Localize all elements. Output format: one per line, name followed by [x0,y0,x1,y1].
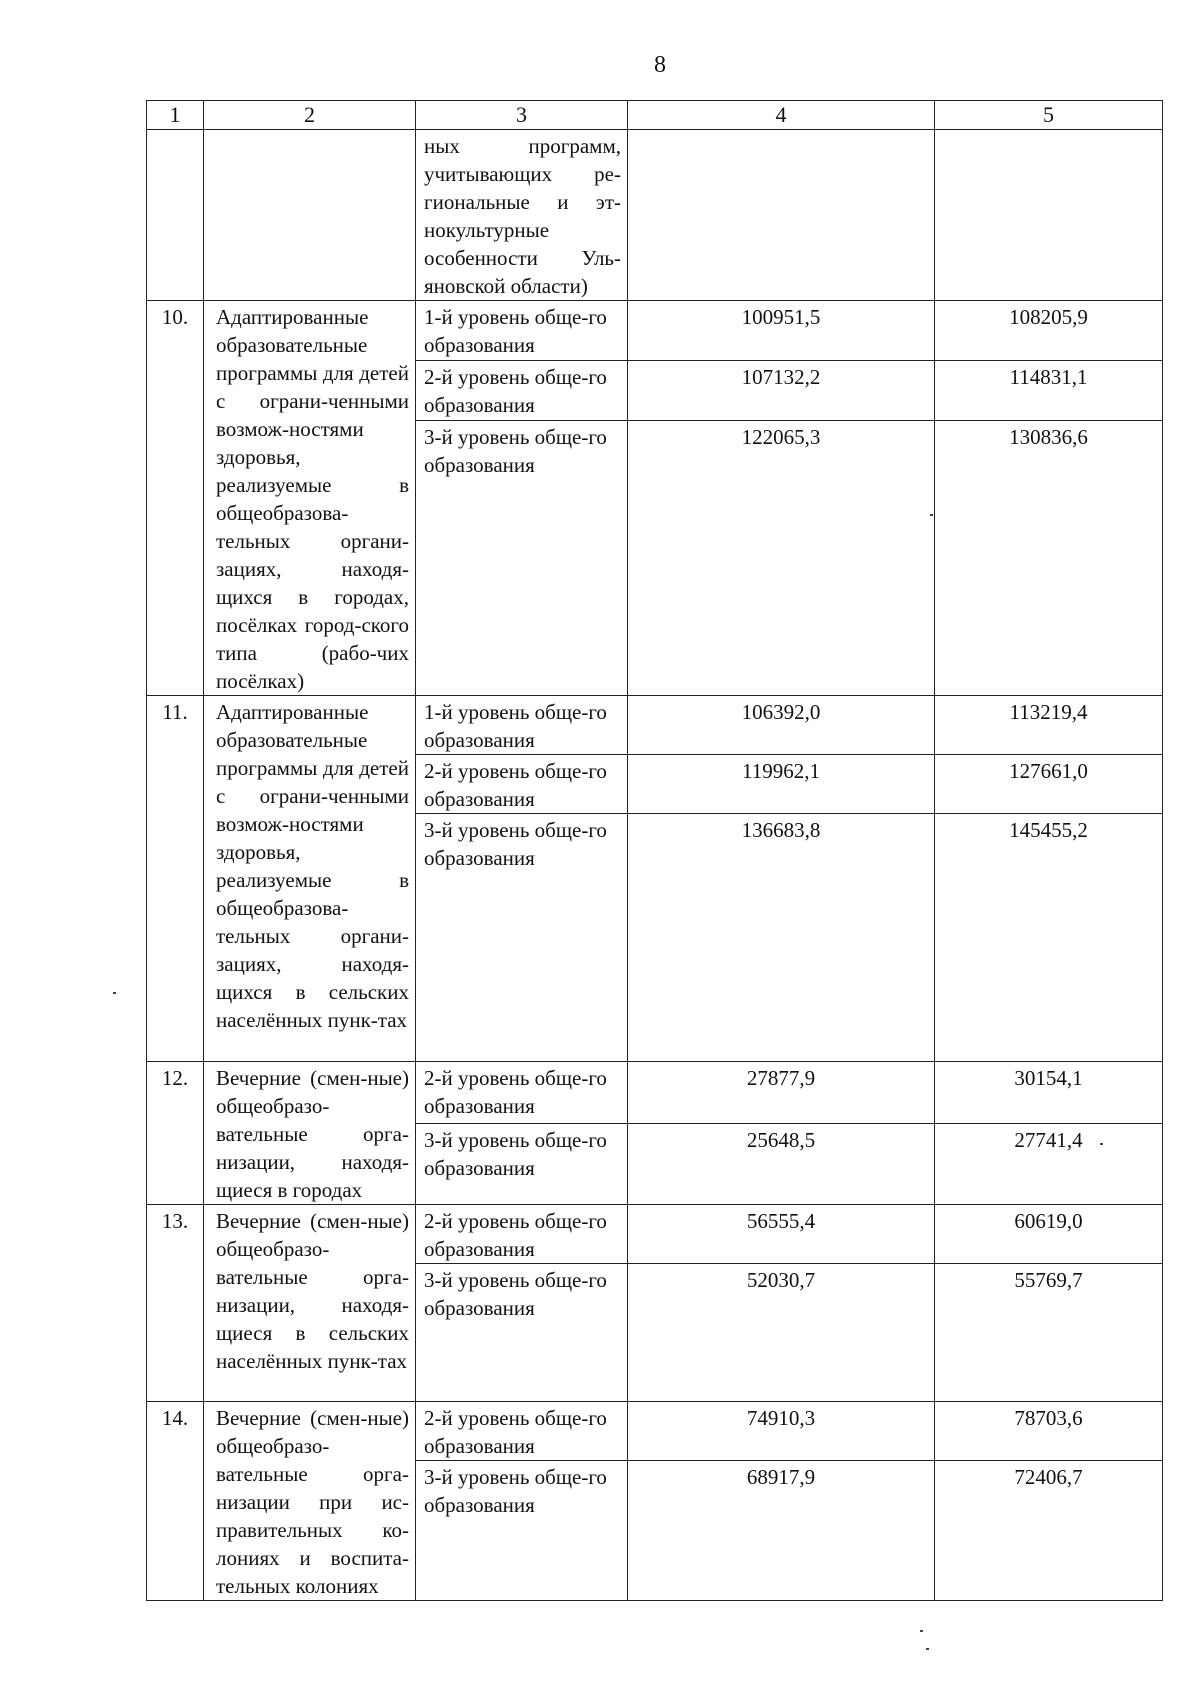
column-header: 2 [204,101,416,130]
value-col5: 113219,4 [935,696,1163,755]
scan-speck [113,992,116,994]
column-header: 5 [935,101,1163,130]
value-col4: 74910,3 [628,1402,935,1461]
value-col4: 68917,9 [628,1461,935,1601]
value-col4: 56555,4 [628,1205,935,1264]
row-number: 14. [147,1402,204,1601]
value-col5: 78703,6 [935,1402,1163,1461]
education-level: 2-й уровень обще-го образования [416,1205,628,1264]
value-col5: 114831,1 [935,360,1163,420]
value-col4: 136683,8 [628,814,935,1062]
scan-speck [930,514,933,516]
row-number: 10. [147,301,204,696]
education-level: 2-й уровень обще-го образования [416,755,628,814]
value-col4: 107132,2 [628,360,935,420]
row-number: 12. [147,1062,204,1205]
value-col5: 55769,7 [935,1264,1163,1402]
value-col4: 100951,5 [628,301,935,361]
table-row [147,1205,1163,1264]
row-number: 11. [147,696,204,1062]
table-row [147,1062,1163,1124]
education-level: 3-й уровень обще-го образования [416,420,628,696]
program-name: Вечерние (смен-ные) общеобразо-вательные орга-низации, находя-щиеся в городах [204,1062,416,1205]
value-col5: 30154,1 [935,1062,1163,1124]
table-header-row [147,101,1163,130]
tariff-table [146,100,1163,1601]
value-col5: 27741,4 [935,1123,1163,1204]
scan-speck [1100,1143,1103,1145]
education-level: 1-й уровень обще-го образования [416,301,628,361]
education-level: 2-й уровень обще-го образования [416,1062,628,1124]
value-col5: 145455,2 [935,814,1163,1062]
value-col5: 72406,7 [935,1461,1163,1601]
value-col4: 52030,7 [628,1264,935,1402]
program-name: Вечерние (смен-ные) общеобразо-вательные орга-низации, находя-щиеся в сельских населённых пунк-тах [204,1205,416,1402]
value-col5: 108205,9 [935,301,1163,361]
column-header: 1 [147,101,204,130]
education-level: 1-й уровень обще-го образования [416,696,628,755]
table-row [147,1402,1163,1461]
program-name: Вечерние (смен-ные) общеобразо-вательные орга-низации при ис-правительных ко-лониях и воспита-тельных колониях [204,1402,416,1601]
row-number: 13. [147,1205,204,1402]
continuation-row [147,130,1163,301]
table-body [147,301,1163,1601]
education-level: 2-й уровень обще-го образования [416,360,628,420]
education-level: 3-й уровень обще-го образования [416,814,628,1062]
scan-speck [920,1630,923,1632]
value-col4: 106392,0 [628,696,935,755]
value-col4: 119962,1 [628,755,935,814]
table-row [147,696,1163,755]
value-col4: 122065,3 [628,420,935,696]
value-col4: 27877,9 [628,1062,935,1124]
column-header: 3 [416,101,628,130]
education-level: 3-й уровень обще-го образования [416,1461,628,1601]
value-col5: 127661,0 [935,755,1163,814]
value-col5: 130836,6 [935,420,1163,696]
education-level: 3-й уровень обще-го образования [416,1264,628,1402]
continuation-text: ных программ, учитывающих ре-гиональные и эт-нокультурные особенности Уль-яновской области) [416,130,628,301]
scan-speck [926,1648,929,1650]
value-col4: 25648,5 [628,1123,935,1204]
education-level: 3-й уровень обще-го образования [416,1123,628,1204]
education-level: 2-й уровень обще-го образования [416,1402,628,1461]
program-name: Адаптированные образовательные программы для детей с ограни-ченными возмож-ностями здоровья, реализуемые в общеобразова-тельных органи-зациях, находя-щихся в городах, посёлках город-ского типа (рабо-чих посёлках) [204,301,416,696]
page-number: 8 [654,52,666,78]
column-header: 4 [628,101,935,130]
table-row [147,301,1163,361]
program-name: Адаптированные образовательные программы для детей с ограни-ченными возмож-ностями здоровья, реализуемые в общеобразова-тельных органи-зациях, находя-щихся в сельских населённых пунк-тах [204,696,416,1062]
value-col5: 60619,0 [935,1205,1163,1264]
